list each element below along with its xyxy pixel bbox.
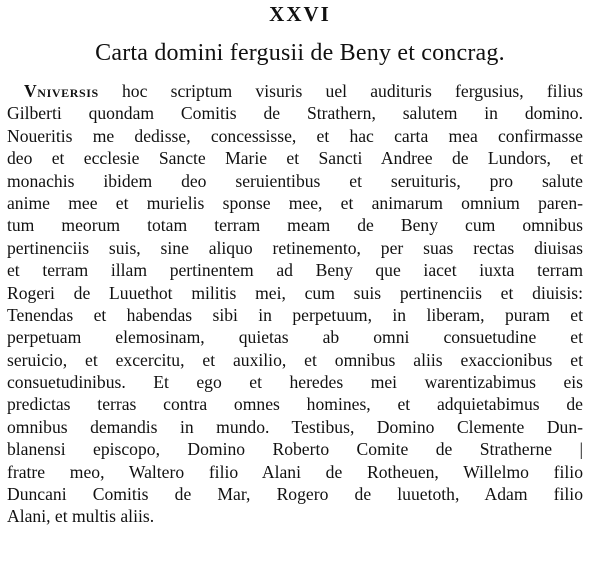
text-line: et terram illam pertinentem ad Beny que iacet iuxta terram <box>7 260 583 281</box>
text-line: blanensi episcopo, Domino Roberto Comite de Stratherne | <box>7 439 583 460</box>
charter-title: Carta domini fergusii de Beny et concrag. <box>95 40 505 66</box>
text-line: anime mee et murielis sponse mee, et animarum omnium paren- <box>7 192 583 213</box>
text-line: fratre meo, Waltero filio Alani de Rotheuen, Willelmo filio <box>7 461 583 482</box>
text-line: Rogeri de Luuethot militis mei, cum suis pertinenciis et diuisis: <box>7 282 583 303</box>
text-line: tum meorum totam terram meam de Beny cum omnibus <box>7 215 583 236</box>
text-line: omnibus demandis in mundo. Testibus, Domino Clemente Dun- <box>7 416 583 437</box>
text-line-content: hoc scriptum visuris uel audituris fergusius, filius <box>98 81 583 101</box>
text-line: perpetuam elemosinam, quietas ab omni consuetudine et <box>7 327 583 348</box>
text-line <box>7 80 583 102</box>
text-line: Tenendas et habendas sibi in perpetuum, in liberam, puram et <box>7 304 583 325</box>
text-line: seruicio, et excercitu, et auxilio, et omnibus aliis exaccionibus et <box>7 349 583 370</box>
charter-number: XXVI <box>269 2 331 26</box>
text-line: Duncani Comitis de Mar, Rogero de luuetoth, Adam filio <box>7 484 583 505</box>
text-line: Gilberti quondam Comitis de Strathern, salutem in domino. <box>7 103 583 124</box>
opening-word: Vniversis <box>24 81 99 101</box>
text-line: monachis ibidem deo seruientibus et seruituris, pro salute <box>7 170 583 191</box>
text-line: deo et ecclesie Sancte Marie et Sancti Andree de Lundors, et <box>7 148 583 169</box>
text-line: predictas terras contra omnes homines, et adquietabimus de <box>7 394 583 415</box>
text-line: Alani, et multis aliis. <box>7 506 155 527</box>
charter-body <box>7 80 583 528</box>
text-line: Noueritis me dedisse, concessisse, et hac carta mea confirmasse <box>7 125 583 146</box>
text-line: pertinenciis suis, sine aliquo retinemento, per suas rectas diuisas <box>7 237 583 258</box>
text-line: consuetudinibus. Et ego et heredes mei warentizabimus eis <box>7 372 583 393</box>
